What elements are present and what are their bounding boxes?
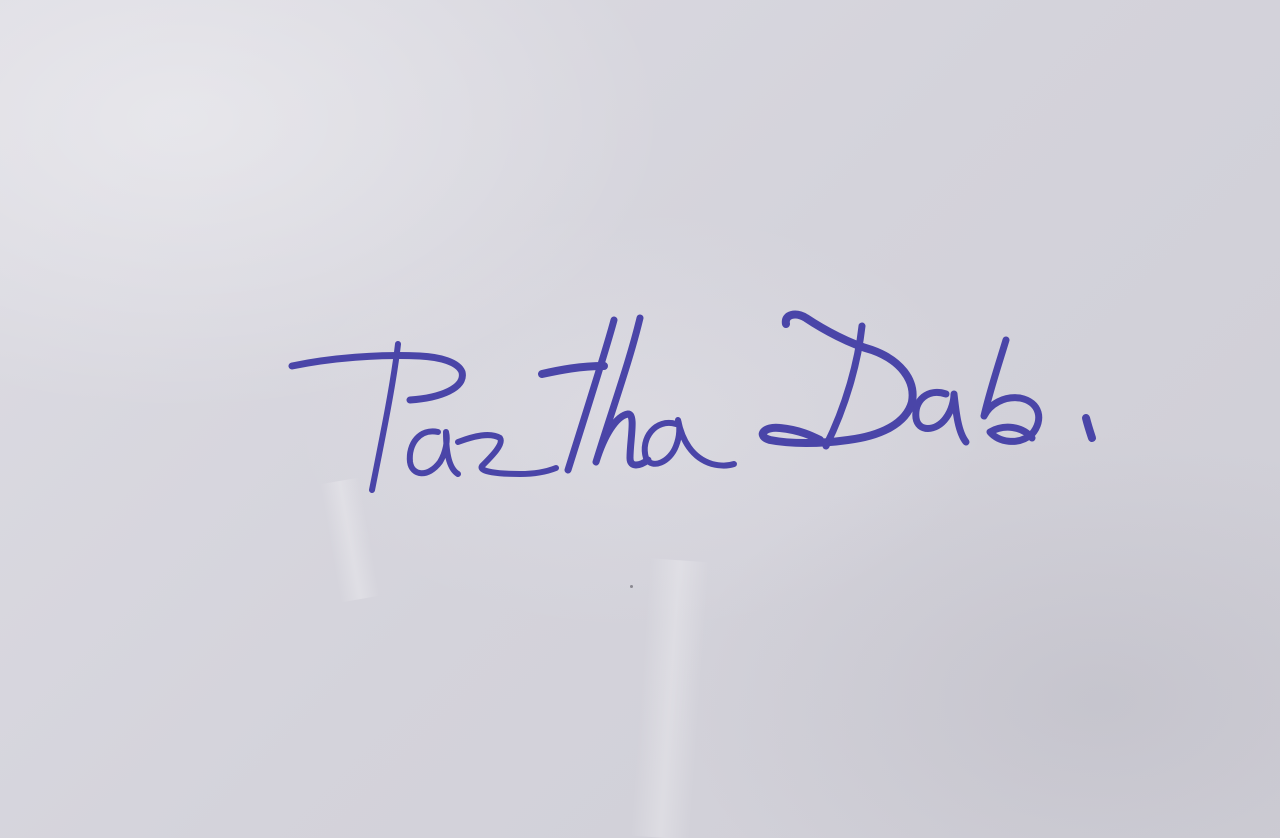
signature-stroke-a3 bbox=[916, 392, 966, 442]
signature-stroke-s bbox=[984, 340, 1039, 441]
signature-stroke-t-cross bbox=[542, 366, 604, 374]
signature-stroke-a1 bbox=[410, 431, 458, 474]
signature-stroke-period bbox=[1086, 418, 1092, 438]
signature-stroke-p-stem bbox=[372, 344, 398, 490]
signature-stroke-t-stem bbox=[568, 320, 614, 470]
signature-stroke-h bbox=[596, 318, 648, 465]
signature-stroke-r bbox=[458, 435, 556, 474]
signature-stroke-a2 bbox=[645, 420, 734, 466]
signature-stroke-p-bar bbox=[292, 355, 462, 400]
